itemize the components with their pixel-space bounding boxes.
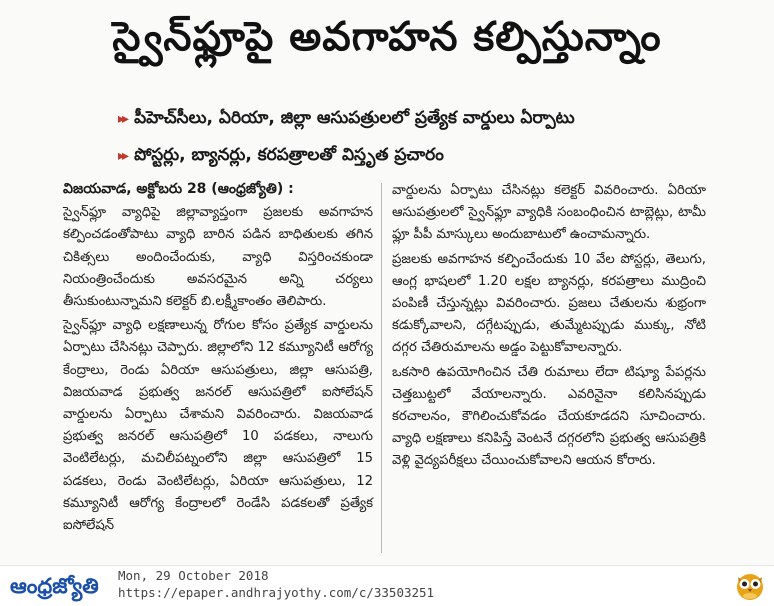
dateline: విజయవాడ, అక్టోబరు 28 (ఆంధ్రజ్యోతి) : <box>63 181 294 197</box>
owl-mascot-icon <box>733 568 767 602</box>
logo-text: ఆంధ్రజ్యోతి <box>10 574 99 598</box>
headline: స్వైన్‌ఫ్లూపై అవగాహన కల్పిస్తున్నాం <box>112 14 662 60</box>
andhrajyothy-logo[interactable] <box>10 571 108 601</box>
double-arrow-icon: ▸▸ <box>118 148 127 164</box>
paragraph: స్వైన్‌ఫ్లూ వ్యాధి లక్షణాలున్న రోగుల కోసం ప్రత్యేక వార్డులను ఏర్పాటు చేసినట్లు చెప్పారు. జిల్లాలోని 12 కమ్యూనిటీ ఆరోగ్య కేంద్రాలు, రెండు ఏరియా ఆసుపత్రులు, జిల్లా ఆసుపత్రి, విజయవాడ ప్రభుత్వ జనరల్ ఆసుపత్రిలో ఐసోలేషన్ వార్డులను ఏర్పాటు చేశామని వివరించారు. విజయవాడ ప్రభుత్వ జనరల్ ఆసుపత్రిలో 10 పడకలు, నాలుగు వెంటిలేటర్లు, మచిలీపట్నంలోని జిల్లా ఆసుపత్రిలో 15 పడకలు, రెండు వెంటిలేటర్లు, ఏరియా ఆసుపత్రులు, 12 కమ్యూనిటీ ఆరోగ్య కేంద్రాలలో రెండేసి పడకలతో ప్రత్యేక ఐసోలేషన్ <box>63 318 373 534</box>
paragraph: వార్డులను ఏర్పాటు చేసినట్లు కలెక్టర్ వివరించారు. ఏరియా ఆసుపత్రులలో స్వైన్‌ఫ్లూ వ్యాధికి సంబంధించిన టాబ్లెట్లు, టామీ ఫ్లూ పీపీ మాస్కులు అందుబాటులో ఉంచామన్నారు. <box>392 183 706 243</box>
double-arrow-icon: ▸▸ <box>118 111 127 127</box>
source-url[interactable]: https://epaper.andhrajyothy.com/c/33503251 <box>118 585 435 600</box>
paragraph: స్వైన్‌ఫ్లూ వ్యాధిపై జిల్లావ్యాప్తంగా ప్రజలకు అవగాహన కల్పించడంతోపాటు వ్యాధి బారిన పడిన బాధితులకు తగిన చికిత్సలు అందించేందుకు, వ్యాధి విస్తరించకుండా నియంత్రించేందుకు అవసరమైన అన్ని చర్యలు తీసుకుంటున్నామని కలెక్టర్ బి.లక్ష్మీకాంతం తెలిపారు. <box>63 205 373 310</box>
article-column-2 <box>392 180 706 473</box>
subheading-2-text: పోస్టర్లు, బ్యానర్లు, కరపత్రాలతో విస్తృత ప్రచారం <box>134 145 444 165</box>
subheading-2 <box>118 145 444 169</box>
paragraph: ప్రజలకు అవగాహన కల్పించేందుకు 10 వేల పోస్టర్లు, తెలుగు, ఆంగ్ల భాషలలో 1.20 లక్షల బ్యానర్లు, కరపత్రాలు ముద్రించి పంపిణీ చేస్తున్నట్లు వివరించారు. ప్రజలు చేతులను శుభ్రంగా కడుక్కోవాలని, దగ్గేటప్పుడు, తుమ్మేటప్పుడు ముక్కు, నోటి దగ్గర చేతిరుమాలను అడ్డం పెట్టుకోవాలన్నారు. <box>392 251 706 356</box>
article-column-1 <box>63 178 373 537</box>
edition-date: Mon, 29 October 2018 <box>118 568 269 583</box>
column-divider <box>381 183 382 553</box>
subheading-1-text: పీహెచ్‌సీలు, ఏరియా, జిల్లా ఆసుపత్రులలో ప్రత్యేక వార్డులు ఏర్పాటు <box>134 108 575 128</box>
paragraph: ఒకసారి ఉపయోగించిన చేతి రుమాలు లేదా టిష్యూ పేపర్లను చెత్తబుట్టలో వేయాలన్నారు. ఎవరినైనా కలిసినప్పుడు కరచాలనం, కౌగిలించుకోవడం చేయకూడదని సూచించారు. వ్యాధి లక్షణాలు కనిపిస్తే వెంటనే దగ్గరలోని ప్రభుత్వ ఆసుపత్రికి వెళ్లి వైద్యపరీక్షలు చేయించుకోవాలని ఆయన కోరారు. <box>392 364 706 469</box>
subheading-1 <box>118 108 575 132</box>
